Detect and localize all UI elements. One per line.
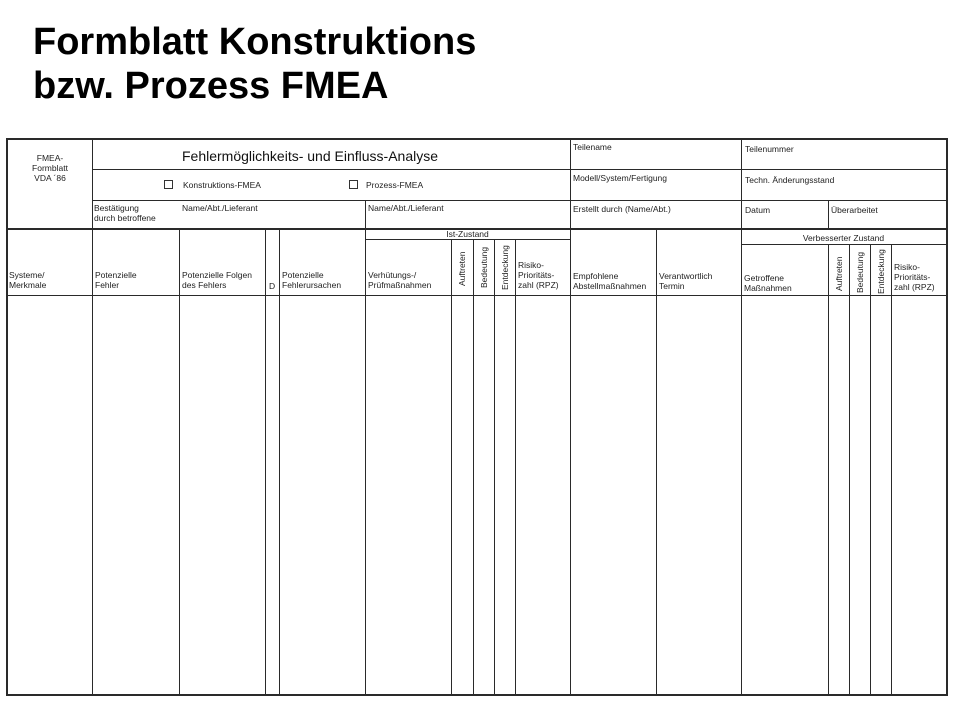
name-abt-field-1[interactable]: Name/Abt./Lieferant xyxy=(182,203,258,213)
col-rpz-2: Risiko- Prioritäts- zahl (RPZ) xyxy=(894,262,935,292)
col-entdeckung: Entdeckung xyxy=(500,245,510,290)
col-line-13 xyxy=(828,244,829,695)
verbessert-line xyxy=(741,244,946,245)
teilename-field[interactable]: Teilename xyxy=(573,142,612,152)
fmea-label-block: FMEA- Formblatt VDA ´86 xyxy=(32,153,68,183)
col-line-2 xyxy=(179,228,180,695)
modell-field[interactable]: Modell/System/Fertigung xyxy=(573,173,668,183)
frame-right xyxy=(946,138,948,696)
frame-left xyxy=(6,138,8,696)
col-line-1 xyxy=(92,228,93,695)
col-line-11 xyxy=(656,228,657,695)
teilenummer-field[interactable]: Teilenummer xyxy=(745,144,794,154)
col-ursachen: Potenzielle Fehlerursachen xyxy=(282,270,342,290)
col-line-12 xyxy=(741,228,742,695)
col-rpz: Risiko- Prioritäts- zahl (RPZ) xyxy=(518,260,559,290)
slide-title-line-2: bzw. Prozess FMEA xyxy=(33,65,389,107)
col-verantwortlich: Verantwortlich Termin xyxy=(659,271,713,291)
col-bedeutung-2: Bedeutung xyxy=(855,251,865,293)
col-auftreten-2: Auftreten xyxy=(834,256,844,291)
ist-zustand-line xyxy=(365,239,570,240)
checkbox-prozess[interactable] xyxy=(349,180,423,190)
col-line-7 xyxy=(473,239,474,695)
erstellt-field[interactable]: Erstellt durch (Name/Abt.) xyxy=(573,204,671,214)
col-systeme: Systeme/ Merkmale xyxy=(9,270,47,290)
name-divider xyxy=(365,200,366,229)
frame-bottom xyxy=(6,694,948,696)
col-bedeutung: Bedeutung xyxy=(479,246,489,288)
checkbox-konstruktion-label: Konstruktions-FMEA xyxy=(183,180,261,190)
ueberarbeitet-field[interactable]: Überarbeitet xyxy=(831,205,878,215)
col-verhuetung: Verhütungs-/ Prüfmaßnahmen xyxy=(368,270,432,290)
col-entdeckung-2: Entdeckung xyxy=(876,249,886,294)
col-line-8 xyxy=(494,239,495,695)
col-empfohlene: Empfohlene Abstellmaßnahmen xyxy=(573,271,647,291)
col-line-4 xyxy=(279,228,280,695)
bestaetigung-label: Bestätigung durch betroffene xyxy=(94,203,156,223)
datum-field[interactable]: Datum xyxy=(745,205,771,215)
col-line-10 xyxy=(570,228,571,695)
checkbox-konstruktion[interactable] xyxy=(164,180,261,190)
header-line-2 xyxy=(92,200,946,201)
aenderungsstand-field[interactable]: Techn. Änderungsstand xyxy=(745,175,835,185)
fmea-form xyxy=(6,138,948,696)
col-line-15 xyxy=(870,244,871,695)
col-folgen: Potenzielle Folgen des Fehlers xyxy=(182,270,252,290)
checkbox-prozess-label: Prozess-FMEA xyxy=(366,180,424,190)
checkbox-prozess-box[interactable] xyxy=(349,180,358,189)
checkbox-konstruktion-box[interactable] xyxy=(164,180,173,189)
datum-divider xyxy=(828,200,829,229)
col-line-5 xyxy=(365,228,366,695)
columns-header-bottom xyxy=(6,295,948,296)
col-d: D xyxy=(269,281,276,291)
col-line-9 xyxy=(515,239,516,695)
ist-zustand-label: Ist-Zustand xyxy=(446,229,489,239)
form-heading: Fehlermöglichkeits- und Einfluss-Analyse xyxy=(182,148,438,164)
frame-top xyxy=(6,138,948,140)
col-auftreten: Auftreten xyxy=(457,251,467,286)
teilenummer-divider xyxy=(741,138,742,229)
verbesserter-zustand-label: Verbesserter Zustand xyxy=(802,233,885,243)
header-line-1 xyxy=(92,169,946,170)
col-fehler: Potenzielle Fehler xyxy=(95,270,137,290)
slide-title xyxy=(33,20,476,108)
name-abt-field-2[interactable]: Name/Abt./Lieferant xyxy=(368,203,444,213)
slide-title-line-1: Formblatt Konstruktions xyxy=(33,21,477,63)
col-getroffene: Getroffene Maßnahmen xyxy=(744,273,792,293)
col-line-3 xyxy=(265,228,266,695)
col-line-14 xyxy=(849,244,850,695)
teilename-divider xyxy=(570,138,571,229)
label-block-divider xyxy=(92,138,93,229)
col-line-6 xyxy=(451,239,452,695)
col-line-16 xyxy=(891,244,892,695)
